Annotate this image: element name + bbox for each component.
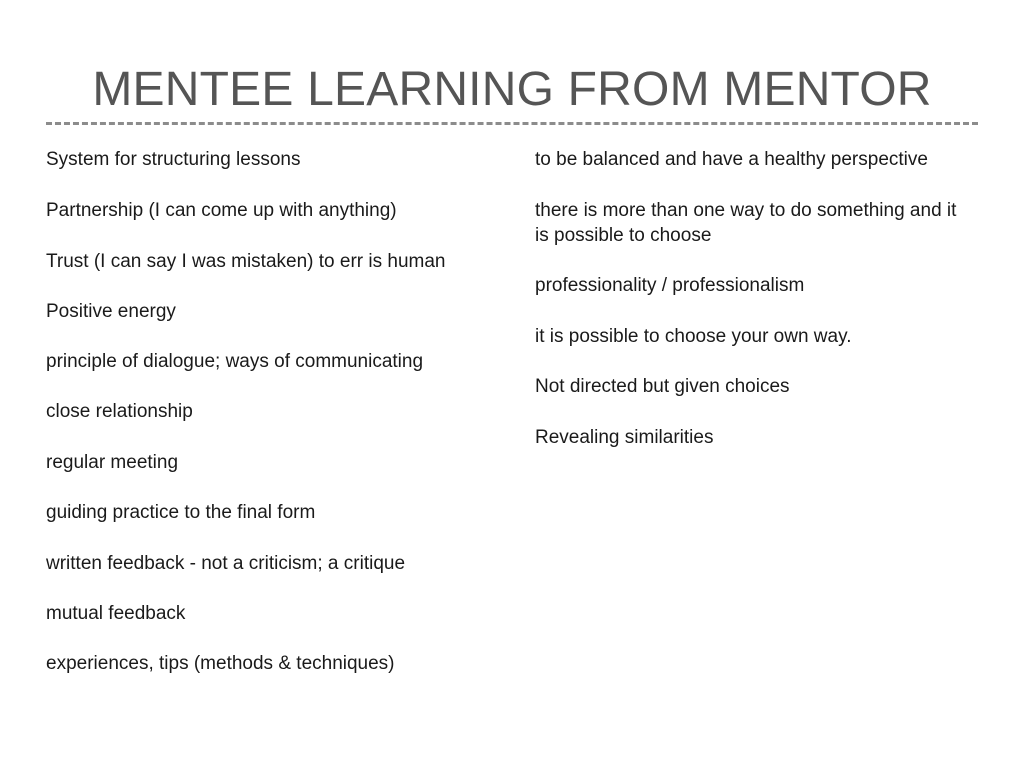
left-item-8: guiding practice to the final form: [46, 502, 316, 523]
right-item-2: there is more than one way to do something and it is possible to choose: [535, 200, 957, 246]
left-item-5: principle of dialogue; ways of communicating: [46, 351, 424, 372]
right-item-6: Revealing similarities: [535, 427, 714, 448]
title-divider: [46, 122, 978, 125]
left-item-2: Partnership (I can come up with anything): [46, 200, 397, 221]
left-item-3: Trust (I can say I was mistaken) to err is human: [46, 251, 446, 272]
left-item-4: Positive energy: [46, 301, 176, 322]
right-item-3: professionality / professionalism: [535, 275, 805, 296]
right-item-5: Not directed but given choices: [535, 376, 790, 397]
left-item-9: written feedback - not a criticism; a critique: [46, 553, 406, 574]
right-item-1: to be balanced and have a healthy perspective: [535, 149, 928, 170]
left-item-6: close relationship: [46, 401, 193, 422]
left-item-10: mutual feedback: [46, 603, 186, 624]
left-item-7: regular meeting: [46, 452, 179, 473]
right-item-4: it is possible to choose your own way.: [535, 326, 852, 347]
left-item-1: System for structuring lessons: [46, 149, 301, 170]
left-item-11: experiences, tips (methods & techniques): [46, 653, 395, 674]
slide-title: MENTEE LEARNING FROM MENTOR: [92, 63, 932, 116]
